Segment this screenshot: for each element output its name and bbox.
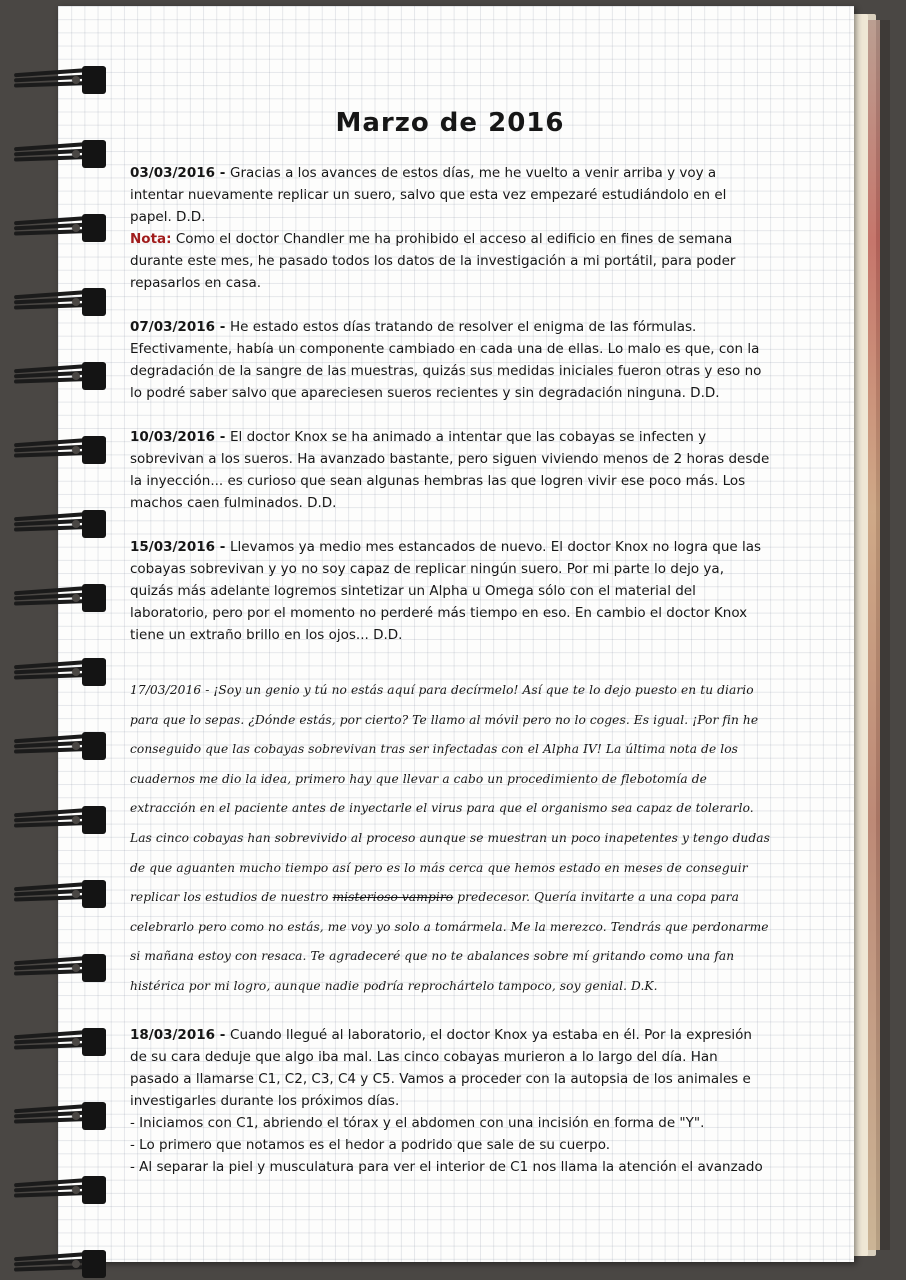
spiral-ring <box>14 436 106 464</box>
entry-text: He estado estos días tratando de resolver el enigma de las fórmulas. Efectivamente, había un componente cambiado en cada una de ellas. Lo malo es que, con la degradación de la sangre de las muestras, quizás sus medidas iniciales fueron otras y eso no lo podré saber salvo que apareciesen sueros recientes y sin degradación ninguna. D.D. <box>130 319 762 401</box>
page-edge-stripe <box>868 20 880 1250</box>
entry-separator: - <box>215 429 231 445</box>
list-item: - Iniciamos con C1, abriendo el tórax y el abdomen con una incisión en forma de "Y". <box>130 1114 705 1131</box>
spiral-binding <box>0 0 110 1280</box>
notebook-edge <box>880 20 890 1250</box>
spiral-ring <box>14 1250 106 1278</box>
spiral-ring <box>14 658 106 686</box>
spiral-ring <box>14 1102 106 1130</box>
entry-separator: - <box>215 539 231 555</box>
journal-entry-07-03 <box>130 316 770 404</box>
entry-date: 03/03/2016 <box>130 165 216 181</box>
spiral-ring <box>14 140 106 168</box>
entry-date: 07/03/2016 <box>130 319 216 335</box>
spiral-ring <box>14 1028 106 1056</box>
journal-entry-15-03 <box>130 536 770 646</box>
spiral-ring <box>14 954 106 982</box>
entry-separator: - <box>215 319 231 335</box>
entry-date: 10/03/2016 <box>130 429 216 445</box>
spiral-ring <box>14 880 106 908</box>
spiral-ring <box>14 362 106 390</box>
spiral-ring <box>14 584 106 612</box>
journal-entry-03-03 <box>130 162 770 294</box>
journal-entry-17-03-handwritten <box>130 676 770 1002</box>
spiral-ring <box>14 1176 106 1204</box>
journal-entry-10-03 <box>130 426 770 514</box>
spiral-ring <box>14 732 106 760</box>
entry-date: 15/03/2016 <box>130 539 216 555</box>
spiral-ring <box>14 66 106 94</box>
note-text: Como el doctor Chandler me ha prohibido el acceso al edificio en fines de semana durante este mes, he pasado todos los datos de la investigación a mi portátil, para poder repasarlos en casa. <box>130 231 736 291</box>
entry-text: Cuando llegué al laboratorio, el doctor Knox ya estaba en él. Por la expresión de su cara deduje que algo iba mal. Las cinco cobayas murieron a lo largo del día. Han pasado a llamarse C1, C2, C3, C4 y C5. Vamos a proceder con la autopsia de los animales e investigarles durante los próximos días. <box>130 1026 752 1109</box>
struck-text: misterioso vampiro <box>332 890 454 905</box>
note-label: Nota: <box>130 231 172 247</box>
entry-text: Gracias a los avances de estos días, me he vuelto a venir arriba y voy a intentar nuevamente replicar un suero, salvo que esta vez empezaré estudiándolo en el papel. D.D. <box>130 165 727 225</box>
entry-separator: - <box>215 1026 231 1043</box>
list-item: - Lo primero que notamos es el hedor a podrido que sale de su cuerpo. <box>130 1136 611 1153</box>
entry-separator: - <box>215 165 231 181</box>
entry-text-continued: predecesor. Quería invitarte a una copa para celebrarlo pero como no estás, me voy yo solo a tomármela. Me la merezco. Tendrás que perdonarme si mañana estoy con resaca. Te agradeceré que no te abalances sobre mí gritando como una fan histérica por mi logro, aunque nadie podría reprochártelo tampoco, soy genial. D.K. <box>130 890 769 993</box>
spiral-ring <box>14 214 106 242</box>
page-title: Marzo de 2016 <box>335 108 565 138</box>
entry-date: 18/03/2016 <box>130 1026 216 1043</box>
entry-text: Llevamos ya medio mes estancados de nuevo. El doctor Knox no logra que las cobayas sobrevivan y yo no soy capaz de replicar ningún suero. Por mi parte lo dejo ya, quizás más adelante logremos sintetizar un Alpha u Omega sólo con el material del laboratorio, pero por el momento no perderé más tiempo en eso. En cambio el doctor Knox tiene un extraño brillo en los ojos... D.D. <box>130 539 762 643</box>
journal-entry-18-03 <box>130 1024 770 1178</box>
entry-text: El doctor Knox se ha animado a intentar que las cobayas se infecten y sobrevivan a los sueros. Ha avanzado bastante, pero siguen viviendo menos de 2 horas desde la inyección... es curioso que sean algunas hembras las que logren vivir ese poco más. Los machos caen fulminados. D.D. <box>130 429 770 511</box>
entry-separator: - <box>201 683 214 697</box>
journal-content <box>130 108 770 1200</box>
entry-text: ¡Soy un genio y tú no estás aquí para decírmelo! Así que te lo dejo puesto en tu diario para que lo sepas. ¿Dónde estás, por cierto? Te llamo al móvil pero no lo coges. Es igual. ¡Por fin he conseguido que las cobayas sobrevivan tras ser infectadas con el Alpha IV! La última nota de los cuadernos me dio la idea, primero hay que llevar a cabo un procedimiento de flebotomía de extracción en el paciente antes de inyectarle el virus para que el organismo sea capaz de tolerarlo. Las cinco cobayas han sobrevivido al proceso aunque se muestran un poco inapetentes y tengo dudas de que aguanten mucho tiempo así pero es lo más cerca que hemos estado en meses de conseguir replicar los estudios de nuestro <box>130 683 770 905</box>
entry-date: 17/03/2016 <box>130 683 202 697</box>
list-item: - Al separar la piel y musculatura para ver el interior de C1 nos llama la atención el avanzado <box>130 1158 763 1175</box>
spiral-ring <box>14 806 106 834</box>
spiral-ring <box>14 510 106 538</box>
spiral-ring <box>14 288 106 316</box>
